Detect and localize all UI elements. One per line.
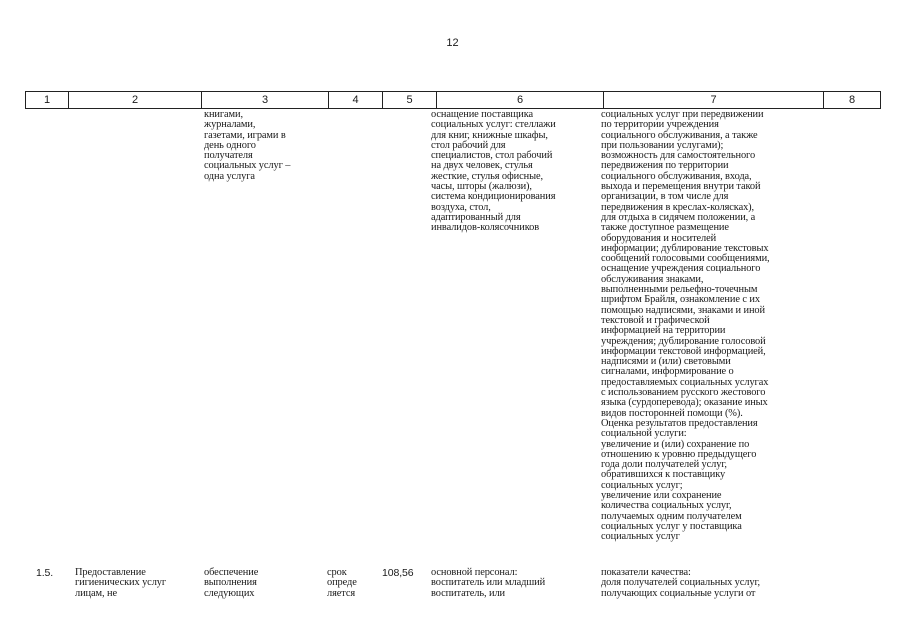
- row-1-5-quality-indicators: показатели качества: доля получателей социальных услуг, получающих социальные услуги от: [601, 567, 760, 599]
- column-number-5: 5: [383, 92, 437, 109]
- row-1-5-service-scope: обеспечение выполнения следующих: [204, 567, 259, 599]
- continued-row-col6: оснащение поставщика социальных услуг: стеллажи для книг, книжные шкафы, стол рабочий для специалистов, стол рабочий на двух человек, стулья жесткие, стулья офисные, часы, шторы (жалюзи), система кондиционирования воздуха, стол, адаптированный для инвалидов-колясочников: [431, 109, 556, 234]
- column-number-7: 7: [604, 92, 824, 109]
- continued-row-col3: книгами, журналами, газетами, играми в день одного получателя социальных услуг – одна услуга: [204, 109, 291, 182]
- row-1-5-staff: основной персонал: воспитатель или младший воспитатель, или: [431, 567, 546, 599]
- column-number-6: 6: [437, 92, 604, 109]
- row-1-5-term: срок опреде ляется: [327, 567, 357, 599]
- continued-row-col7: социальных услуг при передвижении по территории учреждения социального обслуживания, а также при пользовании услугами); возможность для самостоятельного передвижения по территории социального обслуживания, входа, выхода и перемещения внутри такой организации, в том числе для передвижения в креслах-колясках), для отдыха в сидячем положении, а также доступное размещение оборудования и носителей информации; дублирование текстовых сообщений голосовыми сообщениями, оснащение учреждения социального обслуживания знаками, выполненными рельефно-точечным шрифтом Брайля, ознакомление с их помощью надписями, знаками и иной текстовой и графической информацией на территории учреждения; дублирование голосовой информации текстовой информацией, надписями и (или) световыми сигналами, информирование о предоставляемых социальных услугах с использованием русского жестового языка (сурдоперевода); оказание иных видов посторонней помощи (%). Оценка результатов предоставления социальной услуги: увеличение и (или) сохранение по отношению к уровню предыдущего года доли получателей услуг, обратившихся к поставщику социальных услуг; увеличение или сохранение количества социальных услуг, получаемых одним получателем социальных услуг у поставщика социальных услуг: [601, 109, 770, 543]
- column-number-8: 8: [824, 92, 881, 109]
- column-number-1: 1: [26, 92, 69, 109]
- column-number-3: 3: [202, 92, 329, 109]
- page-number: 12: [446, 37, 459, 49]
- row-1-5-number: 1.5.: [36, 567, 54, 579]
- row-1-5-service-name: Предоставление гигиенических услуг лицам, не: [75, 567, 167, 599]
- column-number-4: 4: [329, 92, 383, 109]
- column-number-2: 2: [69, 92, 202, 109]
- column-number-header: [25, 91, 881, 109]
- row-1-5-tariff: 108,56: [382, 567, 414, 579]
